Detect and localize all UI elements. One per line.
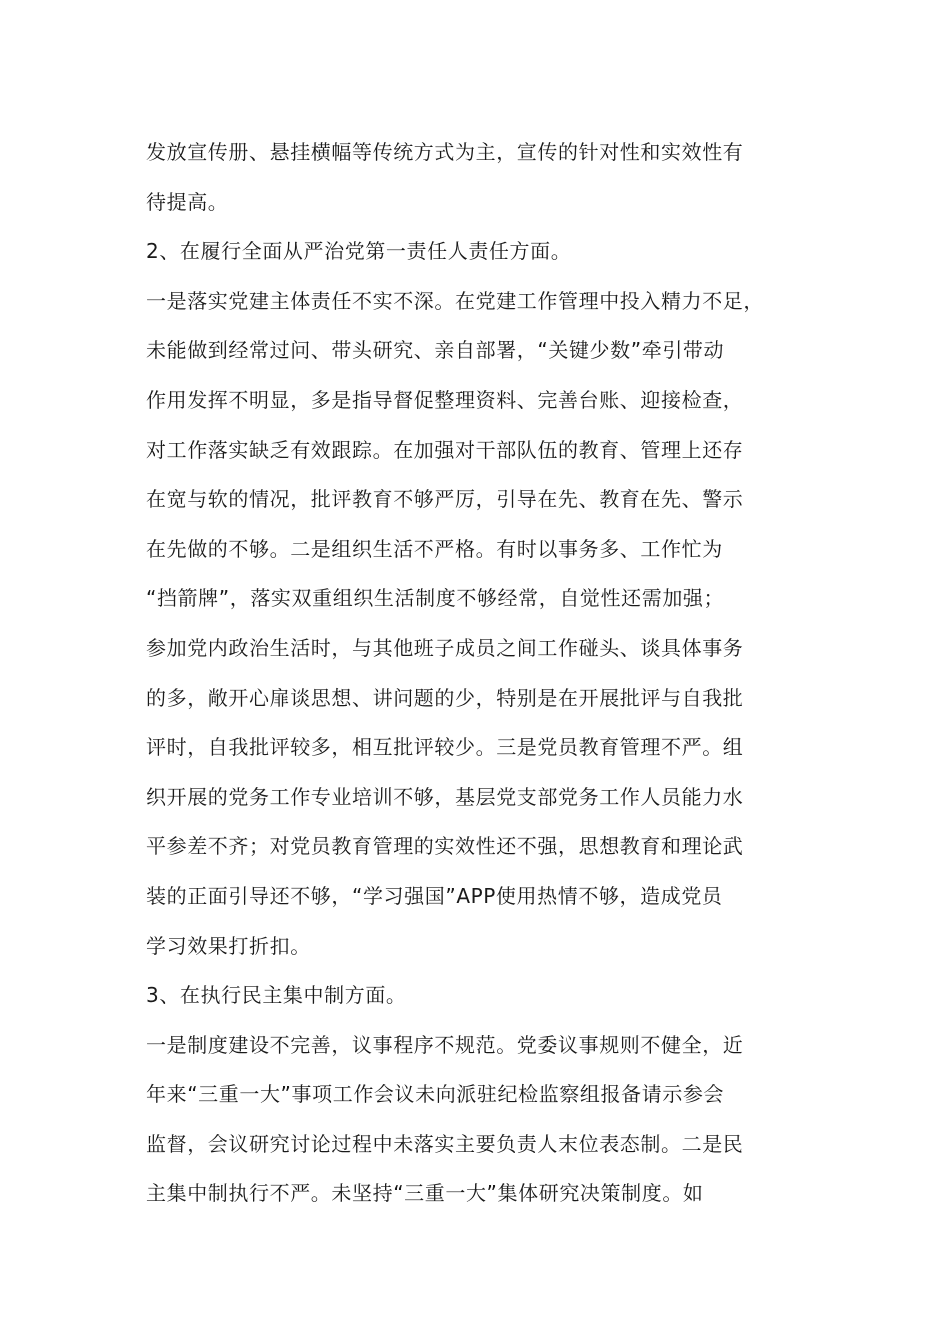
section-heading: 2、在履行全面从严治党第一责任人责任方面。 (146, 239, 572, 264)
section-heading: 3、在执行民主集中制方面。 (146, 983, 407, 1008)
text-line: “挡箭牌”，落实双重组织生活制度不够经常，自觉性还需加强； (146, 586, 725, 611)
text-line: 未能做到经常过问、带头研究、亲自部署，“关键少数”牵引带动 (146, 338, 725, 363)
text-line: 待提高。 (146, 189, 229, 214)
text-line: 评时，自我批评较多，相互批评较少。三是党员教育管理不严。组 (146, 735, 744, 760)
text-line: 监督，会议研究讨论过程中未落实主要负责人末位表态制。二是民 (146, 1131, 744, 1156)
text-line: 一是落实党建主体责任不实不深。在党建工作管理中投入精力不足， (146, 288, 764, 313)
text-line: 学习效果打折扣。 (146, 933, 311, 958)
text-line: 参加党内政治生活时，与其他班子成员之间工作碰头、谈具体事务 (146, 635, 744, 660)
document-body (146, 128, 826, 1219)
text-line: 年来“三重一大”事项工作会议未向派驻纪检监察组报备请示参会 (146, 1082, 725, 1107)
text-line: 织开展的党务工作专业培训不够，基层党支部党务工作人员能力水 (146, 784, 744, 809)
text-line: 作用发挥不明显，多是指导督促整理资料、完善台账、迎接检查， (146, 387, 744, 412)
text-line: 对工作落实缺乏有效跟踪。在加强对干部队伍的教育、管理上还存 (146, 437, 744, 462)
text-line: 装的正面引导还不够，“学习强国”APP使用热情不够，造成党员 (146, 883, 723, 908)
text-line: 在宽与软的情况，批评教育不够严厉，引导在先、教育在先、警示 (146, 487, 744, 512)
text-line: 发放宣传册、悬挂横幅等传统方式为主，宣传的针对性和实效性有 (146, 140, 744, 164)
text-line: 在先做的不够。二是组织生活不严格。有时以事务多、工作忙为 (146, 536, 723, 561)
text-line: 平参差不齐；对党员教育管理的实效性还不强，思想教育和理论武 (146, 834, 744, 859)
text-line: 的多，敞开心扉谈思想、讲问题的少，特别是在开展批评与自我批 (146, 685, 744, 710)
text-line: 一是制度建设不完善，议事程序不规范。党委议事规则不健全，近 (146, 1032, 744, 1057)
text-line: 主集中制执行不严。未坚持“三重一大”集体研究决策制度。如 (146, 1181, 704, 1206)
